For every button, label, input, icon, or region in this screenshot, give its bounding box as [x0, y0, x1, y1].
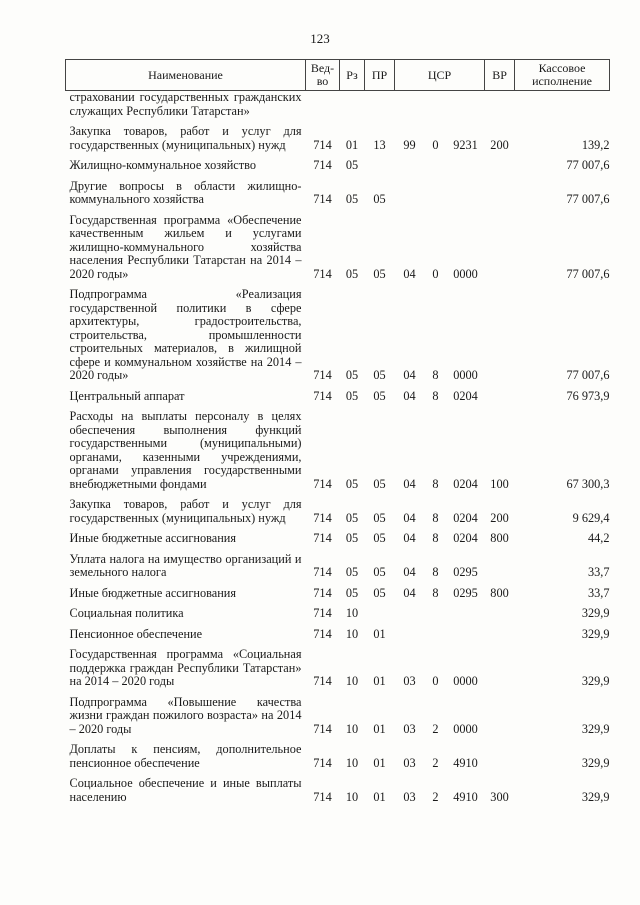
cell-vr [485, 643, 515, 691]
cell-name: Жилищно-коммунальное хозяйство [69, 158, 257, 172]
cell-csr-program: 03 [403, 755, 416, 770]
cell-name: Подпрограмма «Реализация государственной политики в сфере архитектуры, градостроительства, строительства, промышленности строительных материалов, в жилищной сфере и коммунальном хозяйстве на 2014 – 2020 годы» [69, 287, 302, 382]
cell-csr-program: 04 [403, 388, 416, 403]
cell-csr-program: 04 [403, 368, 416, 382]
cell-csr-program: 03 [403, 674, 416, 688]
cell-amount: 329,9 [581, 755, 610, 770]
cell-csr-direction: 4910 [453, 755, 478, 770]
header-ved: Вед-во [306, 60, 340, 91]
cell-vr: 300 [490, 789, 509, 804]
cell-csr-subprogram: 8 [432, 388, 439, 403]
cell-csr-subprogram: 2 [432, 721, 439, 736]
cell-amount: 77 007,6 [566, 158, 610, 172]
cell-amount: 139,2 [581, 137, 610, 152]
cell-csr-program: 04 [403, 476, 416, 491]
table-row [66, 643, 610, 691]
cell-csr-direction [447, 602, 485, 623]
cell-csr-subprogram: 0 [432, 137, 439, 152]
cell-ved: 714 [313, 368, 332, 382]
cell-csr-subprogram [425, 91, 447, 121]
cell-rz: 10 [345, 721, 359, 736]
cell-csr-direction [447, 154, 485, 175]
cell-rz: 05 [345, 476, 359, 491]
cell-pr: 05 [373, 565, 386, 579]
cell-name: Государственная программа «Социальная поддержка граждан Республики Татарстан» на 2014 – 2020 годы [69, 647, 302, 688]
cell-csr-direction [447, 91, 485, 121]
cell-ved: 714 [313, 565, 332, 579]
cell-amount [515, 91, 610, 121]
cell-csr-subprogram: 8 [432, 510, 439, 525]
cell-amount: 77 007,6 [566, 266, 610, 281]
cell-rz: 05 [345, 266, 359, 281]
cell-vr [485, 623, 515, 644]
cell-name: Уплата налога на имущество организаций и земельного налога [69, 551, 302, 579]
cell-csr-direction: 0000 [453, 721, 478, 736]
cell-amount: 44,2 [588, 531, 610, 545]
cell-csr-subprogram: 8 [432, 368, 439, 382]
cell-rz: 10 [345, 755, 359, 770]
cell-name: Закупка товаров, работ и услуг для государственных (муниципальных) нужд [69, 124, 302, 152]
cell-rz: 05 [345, 531, 359, 545]
table-row [66, 209, 610, 284]
cell-csr-direction: 0000 [453, 368, 478, 382]
table-row [66, 154, 610, 175]
table-header-row [66, 60, 610, 91]
cell-name: страховании государственных гражданских служащих Республики Татарстан» [69, 90, 302, 118]
cell-vr [485, 283, 515, 385]
cell-name: Иные бюджетные ассигнования [69, 531, 237, 545]
cell-amount: 67 300,3 [566, 476, 610, 491]
cell-pr: 05 [373, 192, 386, 206]
cell-name: Социальное обеспечение и иные выплаты населению [69, 776, 302, 804]
cell-pr: 13 [373, 137, 386, 152]
cell-vr [485, 548, 515, 582]
cell-vr [485, 154, 515, 175]
cell-name: Иные бюджетные ассигнования [69, 585, 237, 600]
table-body [66, 91, 610, 807]
cell-ved: 714 [313, 531, 332, 545]
cell-vr [485, 209, 515, 284]
cell-rz: 10 [345, 789, 359, 804]
cell-pr: 05 [373, 368, 386, 382]
table-row [66, 602, 610, 623]
cell-csr-direction: 0295 [453, 585, 478, 600]
cell-ved: 714 [313, 674, 332, 688]
cell-csr-direction: 0204 [453, 476, 478, 491]
cell-rz: 10 [345, 606, 359, 620]
cell-rz: 10 [345, 626, 359, 641]
cell-csr-direction: 0000 [453, 266, 478, 281]
cell-csr-subprogram: 8 [432, 476, 439, 491]
cell-csr-subprogram: 8 [432, 565, 439, 579]
header-vr: ВР [485, 60, 515, 91]
table-row [66, 548, 610, 582]
cell-ved: 714 [313, 626, 332, 641]
cell-csr-program: 03 [403, 789, 416, 804]
cell-ved: 714 [313, 721, 332, 736]
cell-amount: 33,7 [588, 565, 610, 579]
cell-csr-direction: 0204 [453, 531, 478, 545]
cell-name: Другие вопросы в области жилищно-коммунального хозяйства [69, 178, 302, 206]
cell-pr: 01 [373, 721, 386, 736]
cell-csr-subprogram: 2 [432, 755, 439, 770]
page-number: 123 [310, 31, 330, 46]
cell-csr-subprogram [425, 154, 447, 175]
table-row [66, 493, 610, 527]
cell-csr-subprogram: 0 [432, 266, 439, 281]
table-row [66, 772, 610, 806]
cell-csr-subprogram [425, 623, 447, 644]
cell-ved: 714 [313, 192, 332, 206]
cell-name: Государственная программа «Обеспечение качественным жильем и услугами жилищно-коммунального хозяйства населения Республики Татарстан на 2014 – 2020 годы» [69, 212, 302, 281]
cell-pr: 05 [373, 266, 386, 281]
cell-name: Расходы на выплаты персоналу в целях обеспечения выполнения функций государственными (муниципальными) органами, казенными учреждениями, органами управления государственными внебюджетными фондами [69, 409, 302, 491]
cell-csr-direction [447, 175, 485, 209]
cell-ved: 714 [313, 755, 332, 770]
cell-csr-subprogram [425, 602, 447, 623]
cell-vr [485, 175, 515, 209]
cell-ved: 714 [313, 585, 332, 600]
cell-pr: 05 [373, 531, 386, 545]
cell-vr: 200 [490, 137, 509, 152]
header-name: Наименование [66, 60, 306, 91]
cell-pr [365, 602, 395, 623]
cell-csr-direction: 0000 [453, 674, 478, 688]
cell-amount: 329,9 [581, 721, 610, 736]
cell-vr: 200 [490, 510, 509, 525]
cell-csr-program: 04 [403, 585, 416, 600]
cell-csr-direction [447, 623, 485, 644]
cell-pr: 05 [373, 388, 386, 403]
cell-amount: 329,9 [581, 674, 610, 688]
cell-pr: 01 [373, 674, 386, 688]
table-row [66, 91, 610, 121]
cell-amount: 77 007,6 [566, 368, 610, 382]
budget-execution-table [65, 59, 610, 806]
cell-csr-program: 04 [403, 565, 416, 579]
cell-vr [485, 602, 515, 623]
cell-vr: 800 [490, 531, 509, 545]
cell-rz: 01 [345, 137, 359, 152]
cell-rz: 05 [345, 585, 359, 600]
cell-csr-direction: 0295 [453, 565, 478, 579]
cell-ved: 714 [313, 606, 332, 620]
cell-vr: 100 [490, 476, 509, 491]
cell-csr-program: 03 [403, 721, 416, 736]
cell-pr [365, 154, 395, 175]
header-rz: Рз [340, 60, 365, 91]
cell-ved [306, 91, 340, 121]
cell-ved: 714 [313, 789, 332, 804]
cell-rz: 05 [345, 388, 359, 403]
cell-rz: 10 [345, 674, 359, 688]
header-pr: ПР [365, 60, 395, 91]
cell-csr-subprogram: 0 [432, 674, 439, 688]
cell-vr: 800 [490, 585, 509, 600]
cell-csr-direction: 4910 [453, 789, 478, 804]
cell-rz: 05 [345, 158, 359, 172]
cell-pr: 01 [373, 789, 386, 804]
cell-rz: 05 [345, 192, 359, 206]
cell-name: Подпрограмма «Повышение качества жизни граждан пожилого возраста» на 2014 – 2020 годы [69, 694, 302, 736]
cell-amount: 9 629,4 [572, 510, 610, 525]
cell-pr: 05 [373, 476, 386, 491]
cell-csr-program: 04 [403, 531, 416, 545]
cell-vr [485, 738, 515, 772]
cell-rz: 05 [345, 510, 359, 525]
cell-csr-program [395, 154, 425, 175]
header-csr: ЦСР [395, 60, 485, 91]
cell-csr-direction: 0204 [453, 388, 478, 403]
cell-vr [485, 385, 515, 406]
cell-name: Доплаты к пенсиям, дополнительное пенсионное обеспечение [69, 742, 302, 770]
cell-csr-subprogram [425, 175, 447, 209]
cell-ved: 714 [313, 266, 332, 281]
cell-rz: 05 [345, 368, 359, 382]
cell-rz [340, 91, 365, 121]
cell-csr-program: 04 [403, 510, 416, 525]
cell-name: Закупка товаров, работ и услуг для государственных (муниципальных) нужд [69, 497, 302, 525]
table-row [66, 120, 610, 154]
cell-vr [485, 91, 515, 121]
cell-csr-program [395, 175, 425, 209]
cell-pr: 05 [373, 510, 386, 525]
cell-amount: 329,9 [581, 626, 610, 641]
cell-vr [485, 691, 515, 739]
cell-csr-program: 04 [403, 266, 416, 281]
cell-name: Социальная политика [69, 606, 184, 620]
cell-amount: 33,7 [588, 585, 610, 600]
cell-csr-program [395, 91, 425, 121]
cell-csr-subprogram: 8 [432, 585, 439, 600]
cell-pr [365, 91, 395, 121]
table-row [66, 405, 610, 493]
cell-amount: 329,9 [581, 606, 610, 620]
table-row [66, 175, 610, 209]
cell-csr-program: 99 [403, 137, 416, 152]
cell-csr-direction: 9231 [453, 137, 478, 152]
cell-amount: 329,9 [581, 789, 610, 804]
header-amount: Кассовое исполнение [515, 60, 610, 91]
table-row [66, 385, 610, 406]
cell-ved: 714 [313, 510, 332, 525]
cell-csr-program [395, 623, 425, 644]
cell-csr-program [395, 602, 425, 623]
cell-name: Пенсионное обеспечение [69, 626, 203, 641]
cell-name: Центральный аппарат [69, 388, 185, 403]
cell-amount: 76 973,9 [566, 388, 610, 403]
cell-pr: 01 [373, 755, 386, 770]
table-row [66, 283, 610, 385]
table-row [66, 582, 610, 603]
table-row [66, 623, 610, 644]
cell-ved: 714 [313, 388, 332, 403]
cell-pr: 01 [373, 626, 386, 641]
cell-pr: 05 [373, 585, 386, 600]
table-row [66, 738, 610, 772]
table-row [66, 527, 610, 548]
cell-ved: 714 [313, 137, 332, 152]
cell-csr-direction: 0204 [453, 510, 478, 525]
cell-csr-subprogram: 2 [432, 789, 439, 804]
cell-ved: 714 [313, 476, 332, 491]
cell-amount: 77 007,6 [566, 192, 610, 206]
cell-rz: 05 [345, 565, 359, 579]
cell-csr-subprogram: 8 [432, 531, 439, 545]
table-row [66, 691, 610, 739]
cell-ved: 714 [313, 158, 332, 172]
